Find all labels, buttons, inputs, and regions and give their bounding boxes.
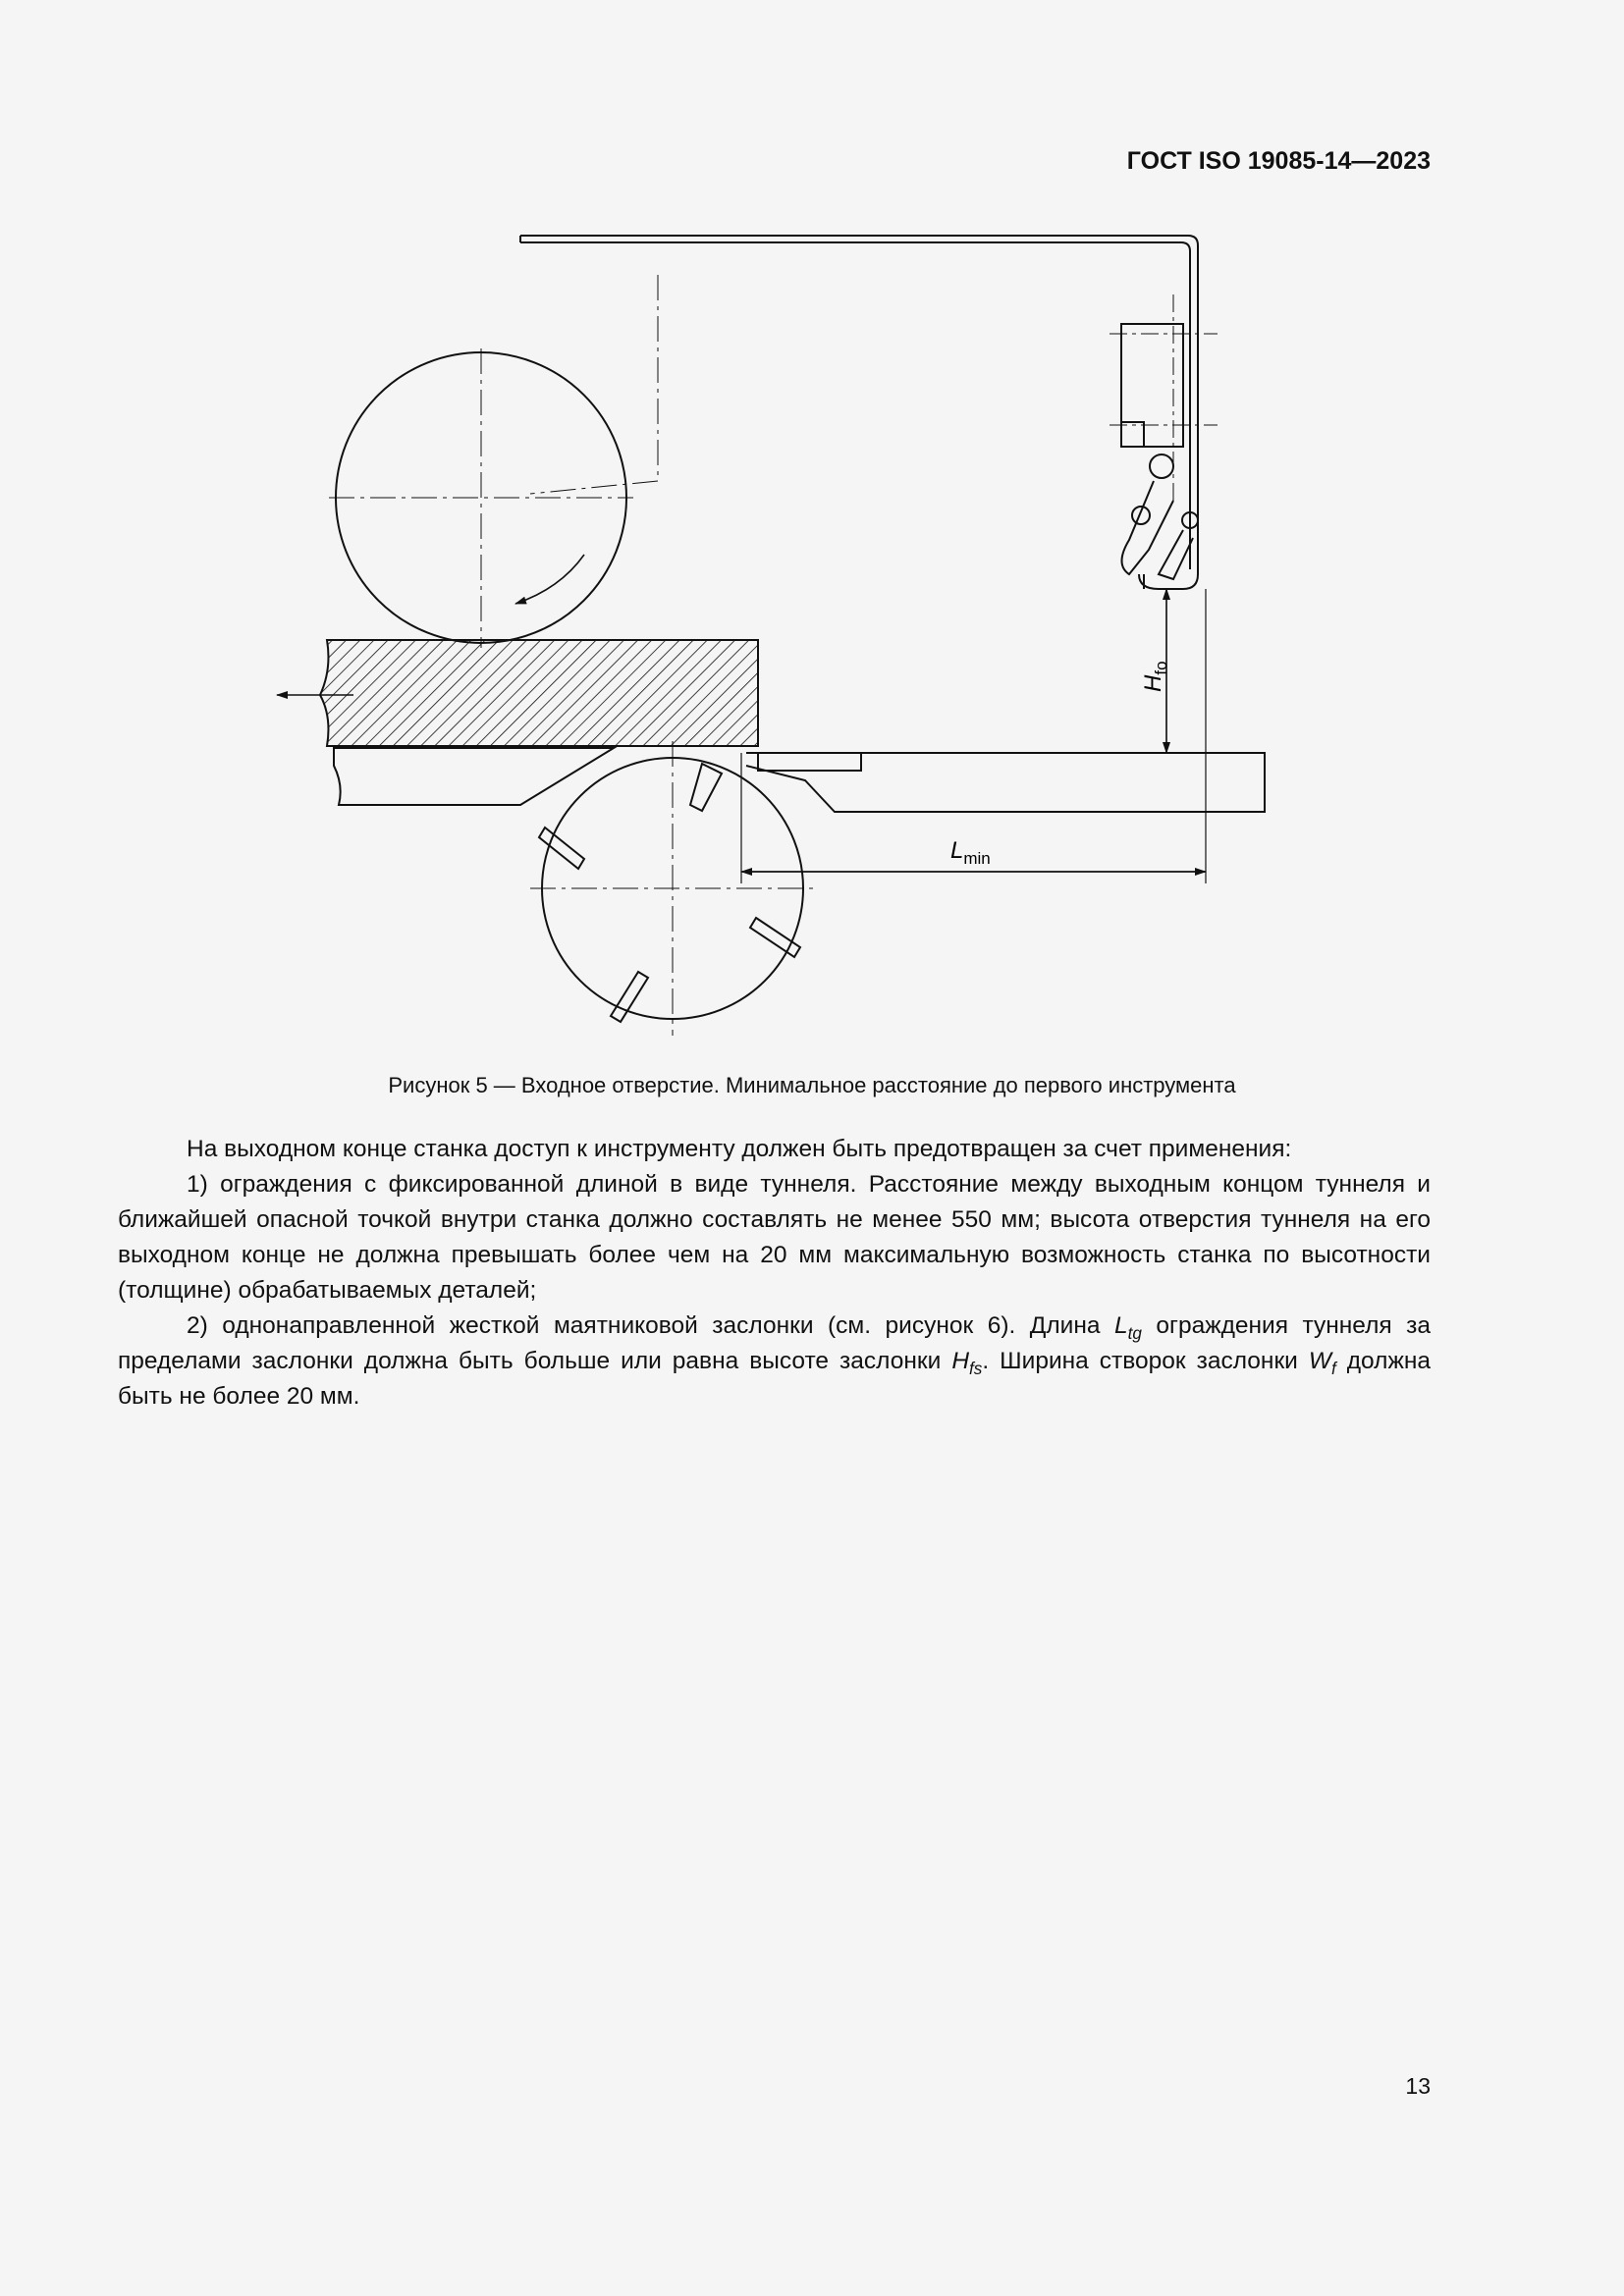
paragraph-item-2: 2) однонаправленной жесткой маятниковой заслонки (см. рисунок 6). Длина $L_{tg}$ ограждения туннеля за пределами заслонки должна быть больше или равна высоте заслонки $H_{fs}$. Ширина створок заслонки $W_f$ должна быть не более 20 мм. — [118, 1312, 1431, 1410]
lower-table-left — [334, 748, 614, 805]
paragraph-intro: На выходном конце станка доступ к инструменту должен быть предотвращен за счет применения: — [187, 1136, 1292, 1162]
lmin-label: $L_{min}$ — [950, 837, 991, 868]
hfo-label: $H_{fo}$ — [1140, 661, 1170, 692]
figure-caption: Рисунок 5 — Входное отверстие. Минимальное расстояние до первого инструмента — [388, 1073, 1236, 1097]
rotation-arrow — [515, 555, 584, 604]
guard-box — [1121, 324, 1183, 447]
workpiece — [320, 640, 758, 746]
standard-id-header: ГОСТ ISO 19085-14—2023 — [1126, 147, 1431, 175]
lower-table-right — [746, 753, 1265, 812]
page-number: 13 — [1405, 2073, 1431, 2099]
paragraph-item-1: 1) ограждения с фиксированной длиной в виде туннеля. Расстояние между выходным концом туннеля и ближайшей опасной точкой внутри станка должно составлять не менее 550 мм; высота отверстия туннеля на его выходном конце не должна превышать более чем на 20 мм максимальную возможность станка по высотности (толщине) обрабатываемых деталей; — [118, 1171, 1431, 1304]
body-text — [118, 1132, 1431, 1415]
figure-5-drawing — [265, 221, 1306, 1050]
